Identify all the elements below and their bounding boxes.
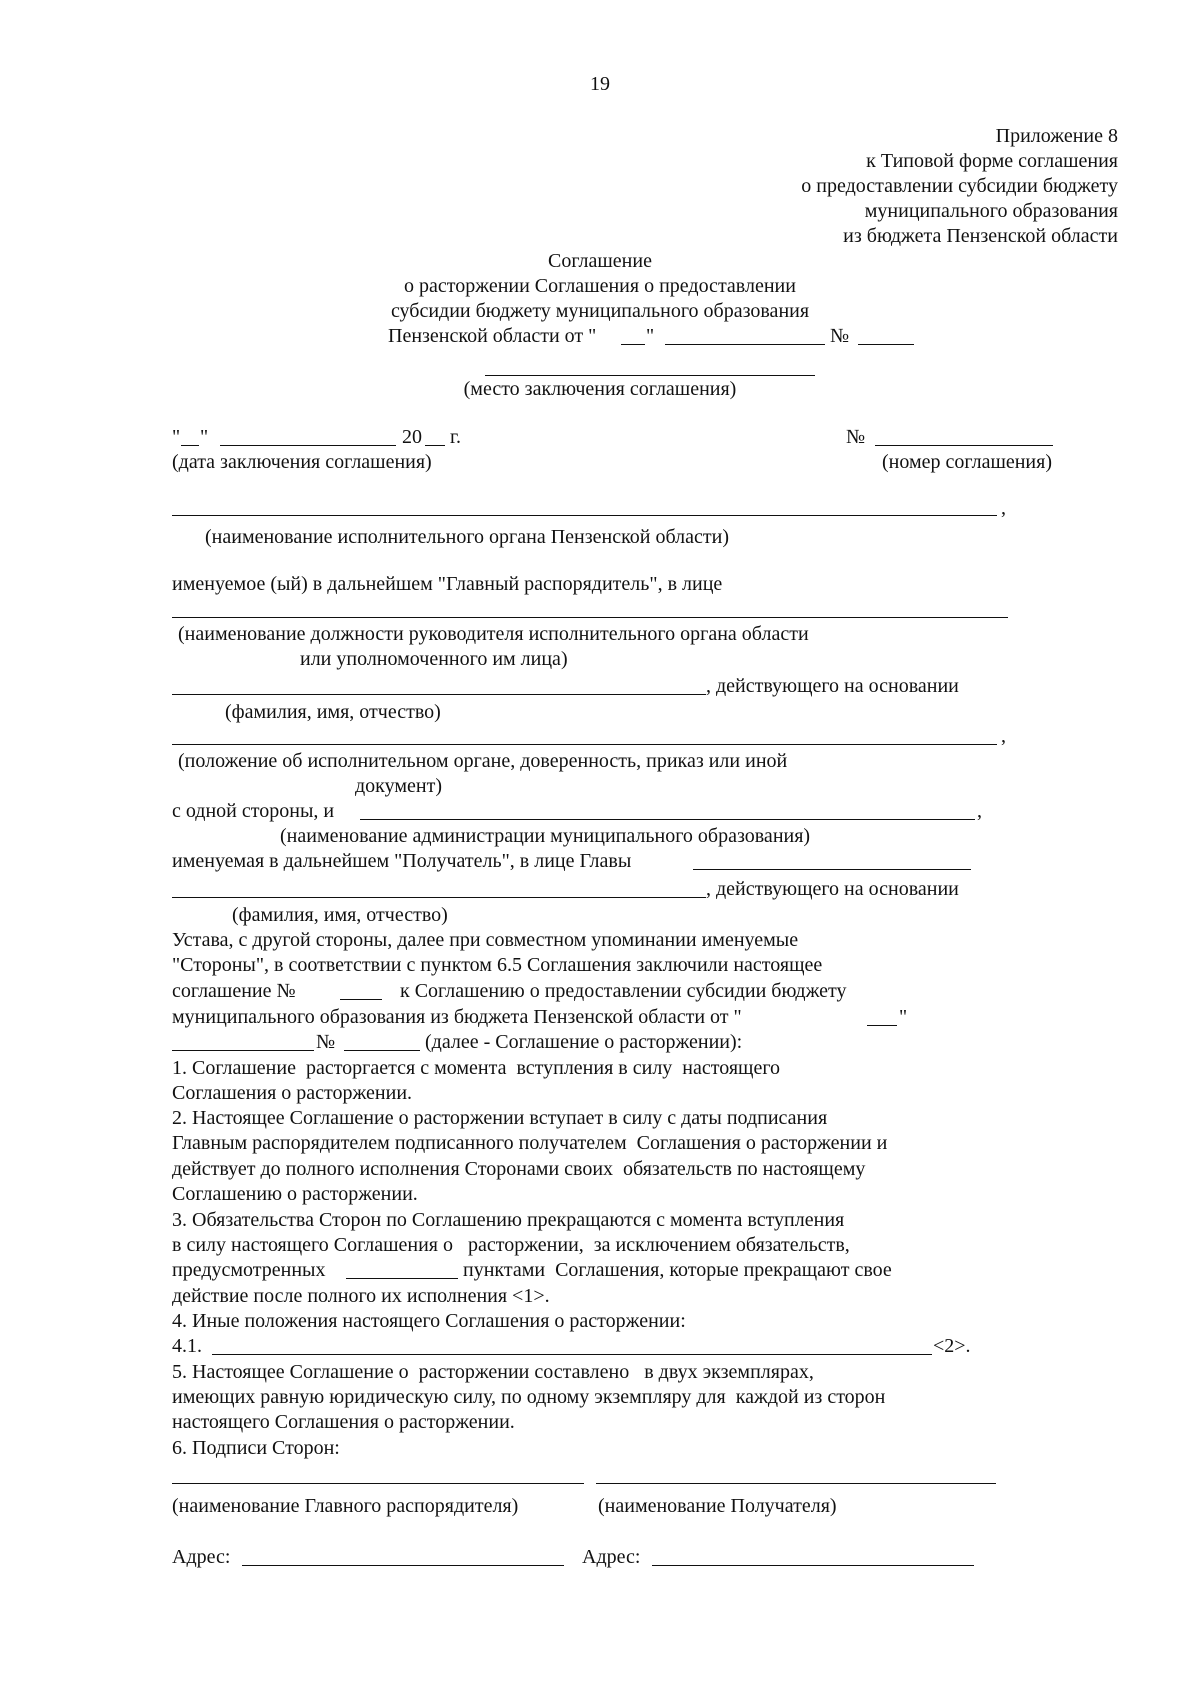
appendix-line-2: к Типовой форме соглашения (866, 150, 1118, 172)
preamble-number-sign: № (316, 1031, 336, 1053)
date-year-prefix: 20 (402, 426, 422, 448)
title-number-blank (858, 344, 914, 345)
signature-left-caption: (наименование Главного распорядителя) (172, 1495, 519, 1517)
head-position-caption-2: или уполномоченного им лица) (300, 648, 568, 670)
recipient-acting-text: , действующего на основании (706, 878, 959, 900)
recipient-fio-blank (172, 897, 706, 898)
clause-2-line-4: Соглашению о расторжении. (172, 1183, 418, 1205)
agreement-number-caption: (номер соглашения) (882, 451, 1052, 473)
clause-3-line-4: действие после полного их исполнения <1>. (172, 1285, 550, 1307)
clause-5-line-3: настоящего Соглашения о расторжении. (172, 1411, 515, 1433)
clause-3-line-2: в силу настоящего Соглашения о расторжении, за исключением обязательств, (172, 1234, 850, 1256)
administration-caption: (наименование администрации муниципального образования) (280, 825, 811, 847)
appendix-line-1: Приложение 8 (995, 125, 1118, 147)
head-fio-caption: (фамилия, имя, отчество) (225, 701, 441, 723)
clause-4-1-suffix: <2>. (933, 1335, 971, 1357)
title-line-1: Соглашение (548, 250, 652, 272)
executive-body-comma: , (1001, 497, 1006, 519)
place-caption: (место заключения соглашения) (463, 378, 737, 400)
clause-4-line-1: 4. Иные положения настоящего Соглашения о расторжении: (172, 1310, 686, 1332)
head-fio-blank (172, 694, 706, 695)
basis-document-comma: , (1001, 725, 1006, 747)
date-quote-close: " (200, 426, 209, 448)
clause-5-line-1: 5. Настоящее Соглашение о расторжении составлено в двух экземплярах, (172, 1361, 814, 1383)
preamble-line-4: муниципального образования из бюджета Пензенской области от " (172, 1006, 742, 1028)
clause-6-line-1: 6. Подписи Сторон: (172, 1437, 340, 1459)
signature-right-caption: (наименование Получателя) (598, 1495, 837, 1517)
date-quote-open: " (172, 426, 181, 448)
appendix-line-5: из бюджета Пензенской области (843, 225, 1118, 247)
title-number-sign: № (830, 325, 850, 347)
preamble-line-3-a: соглашение № (172, 980, 296, 1002)
head-position-blank (172, 617, 1008, 618)
date-year-suffix: г. (445, 426, 461, 448)
agreement-number-sign: № (846, 426, 866, 448)
address-left-label: Адрес: (172, 1546, 236, 1568)
place-blank (485, 375, 815, 376)
date-month-blank (220, 445, 396, 446)
recipient-head-blank (693, 869, 971, 870)
preamble-line-2: "Стороны", в соответствии с пунктом 6.5 Соглашения заключили настоящее (172, 954, 823, 976)
basis-caption-1: (положение об исполнительном органе, доверенность, приказ или иной (178, 750, 788, 772)
clause-3-line-3-b: пунктами Соглашения, которые прекращают свое (458, 1259, 892, 1281)
appendix-line-4: муниципального образования (864, 200, 1118, 222)
executive-body-blank (172, 515, 997, 516)
head-position-caption-1: (наименование должности руководителя исполнительного органа области (178, 623, 809, 645)
party2-prefix: с одной стороны, и (172, 800, 340, 822)
basis-caption-2: документ) (355, 775, 442, 797)
administration-comma: , (977, 800, 982, 822)
preamble-date-blank (172, 1050, 314, 1051)
preamble-line-5-suffix: (далее - Соглашение о расторжении): (420, 1031, 743, 1053)
appendix-line-3: о предоставлении субсидии бюджету (801, 175, 1118, 197)
title-line-2: о расторжении Соглашения о предоставлении (404, 275, 796, 297)
address-right-blank (652, 1565, 974, 1566)
clause-2-line-3: действует до полного исполнения Сторонами своих обязательств по настоящему (172, 1158, 866, 1180)
preamble-number-blank-2 (344, 1050, 420, 1051)
clause-4-1-blank (212, 1354, 932, 1355)
title-date-blank (665, 344, 825, 345)
administration-blank (360, 819, 975, 820)
chief-manager-text: именуемое (ый) в дальнейшем "Главный распорядитель", в лице (172, 573, 723, 595)
preamble-line-1: Устава, с другой стороны, далее при совместном упоминании именуемые (172, 929, 799, 951)
clause-1-line-1: 1. Соглашение расторгается с момента вступления в силу настоящего (172, 1057, 781, 1079)
recipient-text: именуемая в дальнейшем "Получатель", в лице Главы (172, 850, 637, 872)
date-year-blank (425, 445, 445, 446)
clause-5-line-2: имеющих равную юридическую силу, по одному экземпляру для каждой из сторон (172, 1386, 886, 1408)
signature-left-blank (172, 1483, 584, 1484)
clause-3-line-1: 3. Обязательства Сторон по Соглашению прекращаются с момента вступления (172, 1209, 845, 1231)
agreement-number-blank (875, 445, 1053, 446)
clause-4-1-prefix: 4.1. (172, 1335, 207, 1357)
title-day-blank (621, 344, 645, 345)
address-right-label: Адрес: (582, 1546, 646, 1568)
clause-2-line-2: Главным распорядителем подписанного получателем Соглашения о расторжении и (172, 1132, 888, 1154)
head-acting-text: , действующего на основании (706, 675, 959, 697)
page-number: 19 (590, 73, 610, 95)
preamble-number-blank (340, 999, 382, 1000)
date-caption: (дата заключения соглашения) (172, 451, 432, 473)
date-day-blank (181, 445, 199, 446)
preamble-line-3-b: к Соглашению о предоставлении субсидии бюджету (400, 980, 847, 1002)
signature-right-blank (596, 1483, 996, 1484)
clause-3-points-blank (346, 1278, 458, 1279)
recipient-fio-caption: (фамилия, имя, отчество) (232, 904, 448, 926)
preamble-day-blank (867, 1025, 897, 1026)
clause-1-line-2: Соглашения о расторжении. (172, 1082, 413, 1104)
address-left-blank (242, 1565, 564, 1566)
title-line-3: субсидии бюджету муниципального образования (390, 300, 810, 322)
preamble-line-4-end: " (899, 1006, 908, 1028)
clause-2-line-1: 2. Настоящее Соглашение о расторжении вступает в силу с даты подписания (172, 1107, 828, 1129)
basis-document-blank (172, 744, 997, 745)
title-line-4-prefix: Пензенской области от " (388, 325, 597, 347)
clause-3-line-3-a: предусмотренных (172, 1259, 331, 1281)
title-quote-close: " (646, 325, 655, 347)
executive-body-caption: (наименование исполнительного органа Пензенской области) (205, 526, 730, 548)
